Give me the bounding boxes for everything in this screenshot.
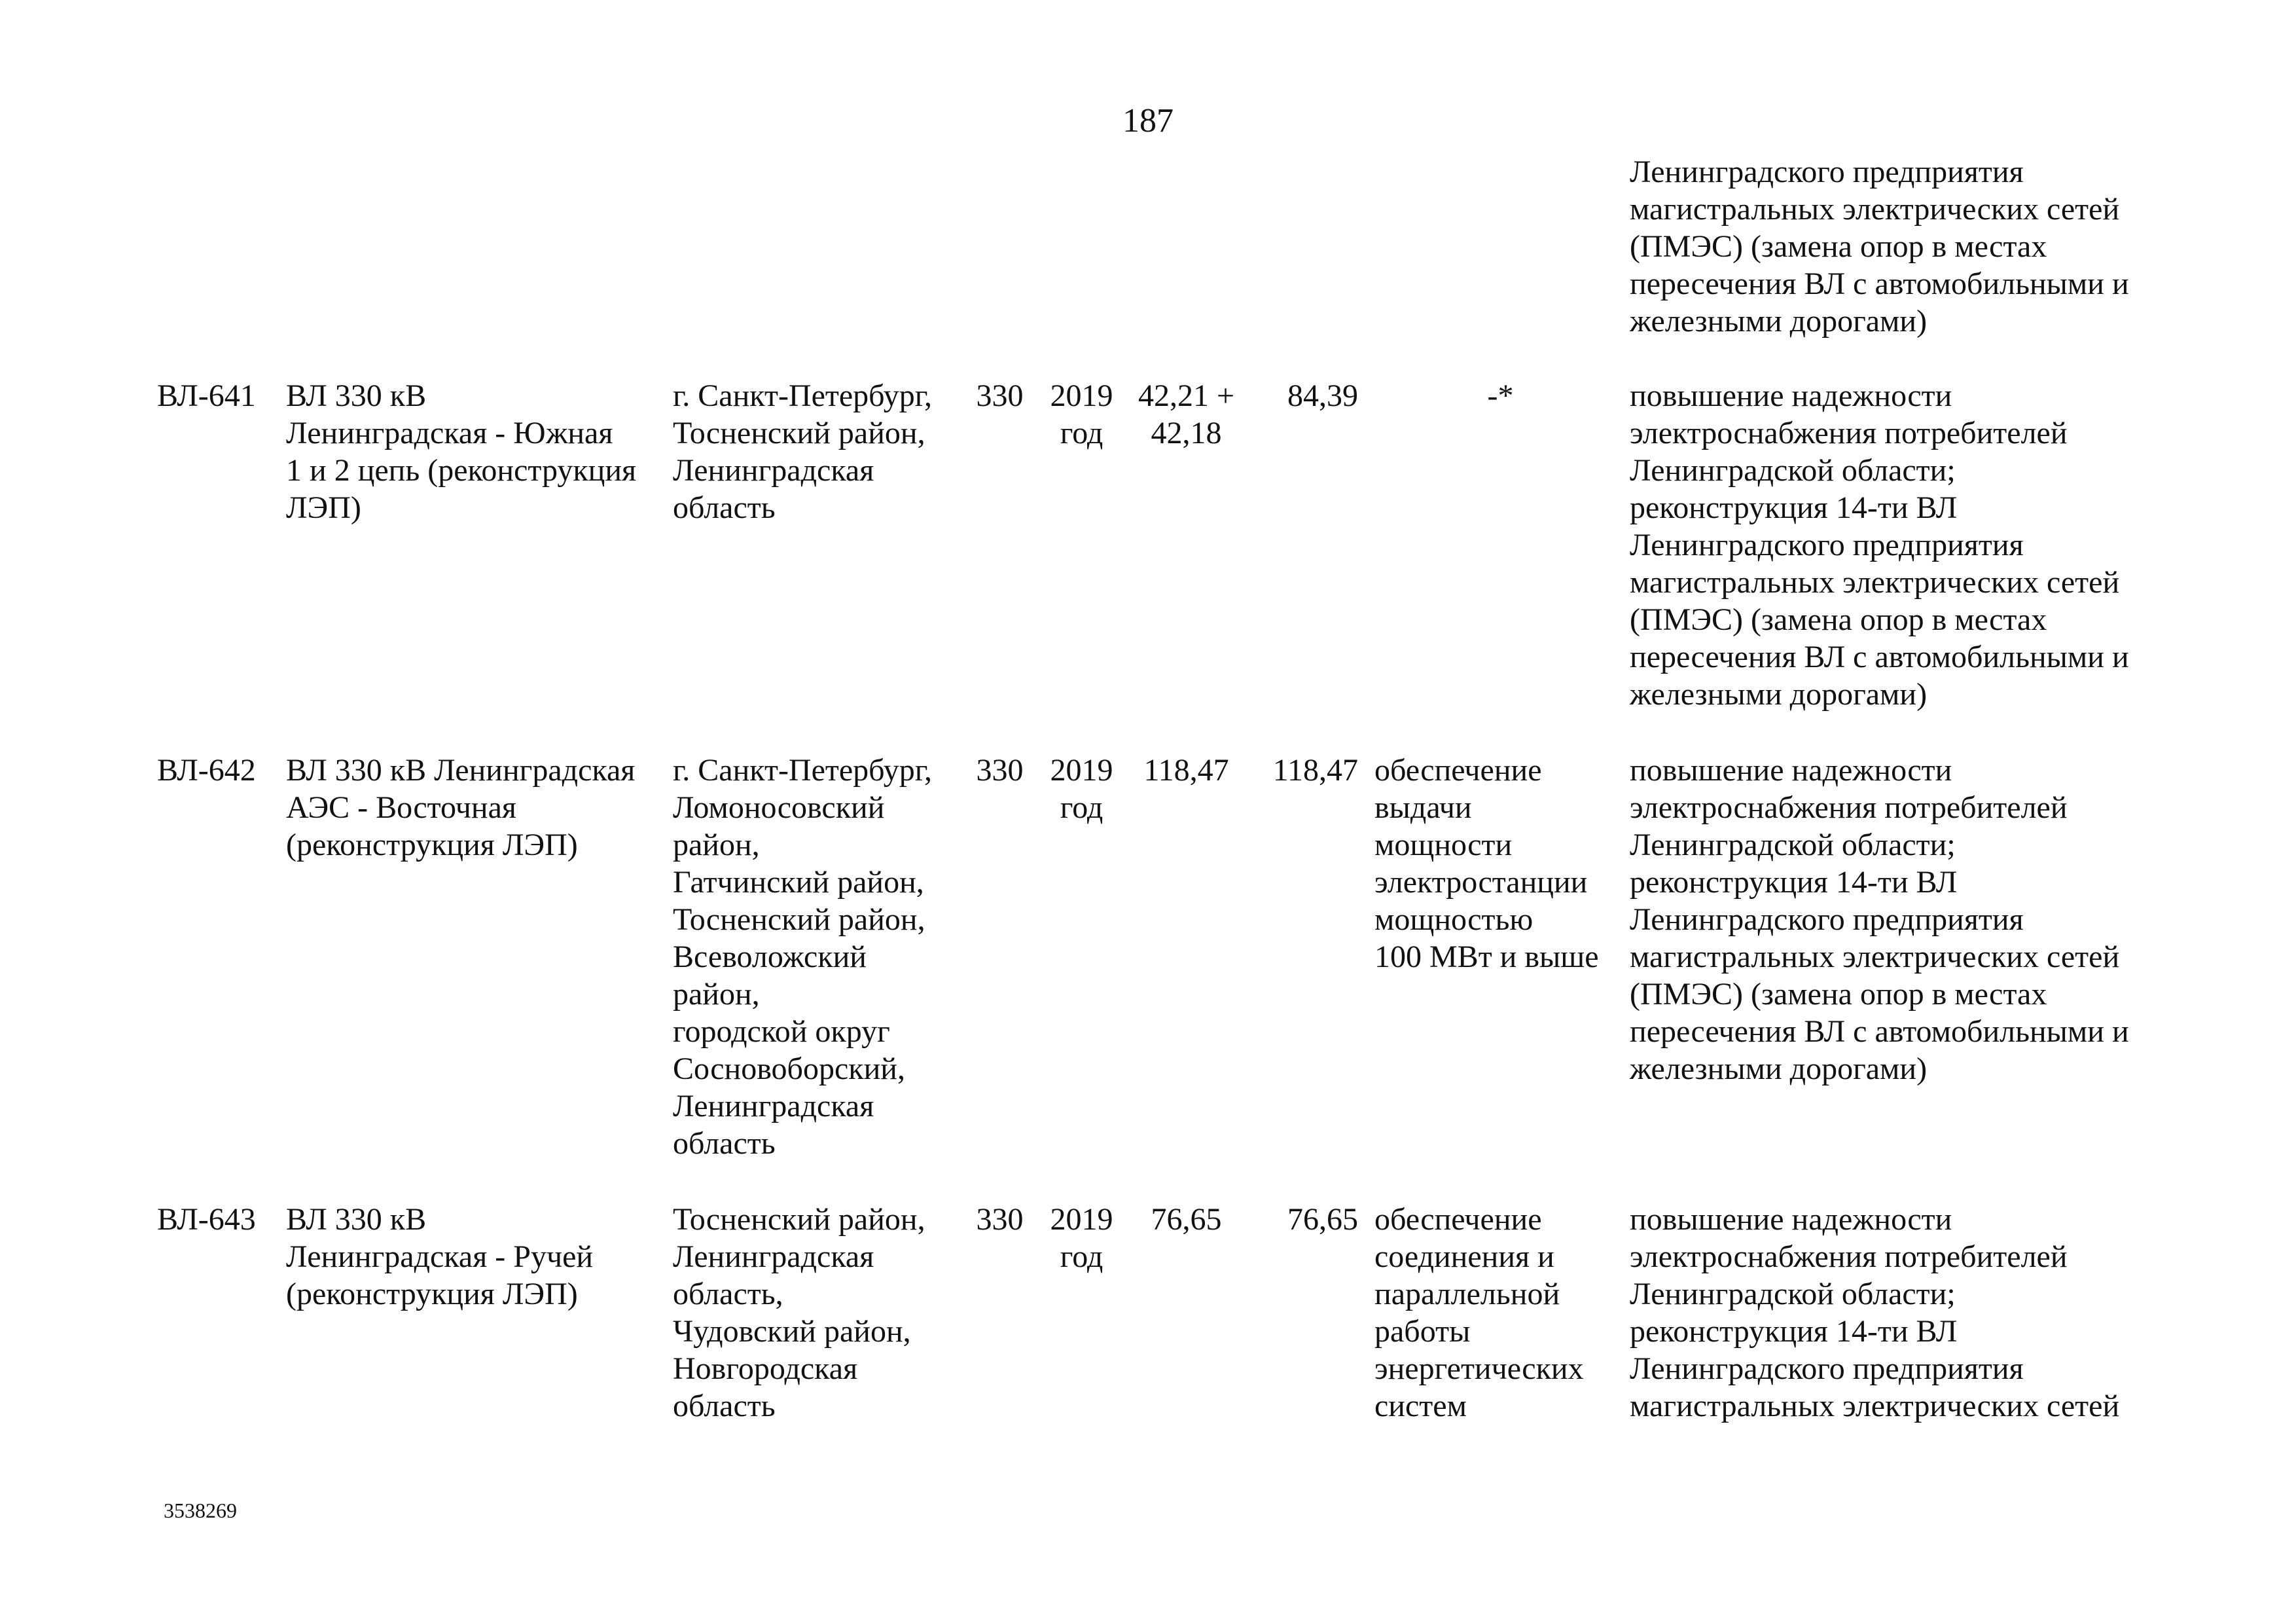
- row-reason: повышение надежности электроснабжения потребителей Ленинградской области; реконструкция 14-ти ВЛ Ленинградского предприятия магистральных электрических сетей: [1630, 1202, 2120, 1423]
- row-voltage: 330: [976, 753, 1024, 788]
- row-name: ВЛ 330 кВ Ленинградская - Южная 1 и 2 цепь (реконструкция ЛЭП): [286, 378, 637, 525]
- row-reason: повышение надежности электроснабжения потребителей Ленинградской области; реконструкция 14-ти ВЛ Ленинградского предприятия магистральных электрических сетей (ПМЭС) (замена опор в местах пересечения ВЛ с автомобильными и железными дорогами): [1630, 378, 2129, 712]
- row-length: 42,21 + 42,18: [1138, 378, 1235, 450]
- document-code: 3538269: [164, 1499, 237, 1522]
- row-year: 2019 год: [1050, 753, 1113, 825]
- row-purpose: обеспечение выдачи мощности электростанции мощностью 100 МВт и выше: [1374, 753, 1599, 974]
- row-total-length: 118,47: [1272, 753, 1358, 788]
- row-location: г. Санкт-Петербург, Ломоносовский район, Гатчинский район, Тосненский район, Всеволожский район, городской округ Сосновоборский, Ленинградская область: [673, 753, 933, 1161]
- row-location: г. Санкт-Петербург, Тосненский район, Ленинградская область: [673, 378, 933, 525]
- row-name: ВЛ 330 кВ Ленинградская - Ручей (реконструкция ЛЭП): [286, 1202, 594, 1311]
- row-location: Тосненский район, Ленинградская область, Чудовский район, Новгородская область: [673, 1202, 925, 1423]
- row-code: ВЛ-643: [157, 1202, 256, 1237]
- row-year: 2019 год: [1050, 378, 1113, 450]
- row-total-length: 76,65: [1287, 1202, 1358, 1237]
- row-name: ВЛ 330 кВ Ленинградская АЭС - Восточная (реконструкция ЛЭП): [286, 753, 636, 862]
- row-reason: повышение надежности электроснабжения потребителей Ленинградской области; реконструкция 14-ти ВЛ Ленинградского предприятия магистральных электрических сетей (ПМЭС) (замена опор в местах пересечения ВЛ с автомобильными и железными дорогами): [1630, 753, 2129, 1086]
- row-length: 76,65: [1151, 1202, 1222, 1237]
- row-year: 2019 год: [1050, 1202, 1113, 1274]
- row-voltage: 330: [976, 378, 1024, 413]
- continued-text: Ленинградского предприятия магистральных электрических сетей (ПМЭС) (замена опор в местах пересечения ВЛ с автомобильными и железными дорогами): [1630, 155, 2129, 338]
- page-number: 187: [1122, 102, 1174, 139]
- row-code: ВЛ-641: [157, 378, 256, 413]
- row-voltage: 330: [976, 1202, 1024, 1237]
- row-purpose: -*: [1487, 378, 1514, 413]
- row-length: 118,47: [1143, 753, 1229, 788]
- row-total-length: 84,39: [1287, 378, 1358, 413]
- row-code: ВЛ-642: [157, 753, 256, 788]
- row-purpose: обеспечение соединения и параллельной работы энергетических систем: [1374, 1202, 1584, 1423]
